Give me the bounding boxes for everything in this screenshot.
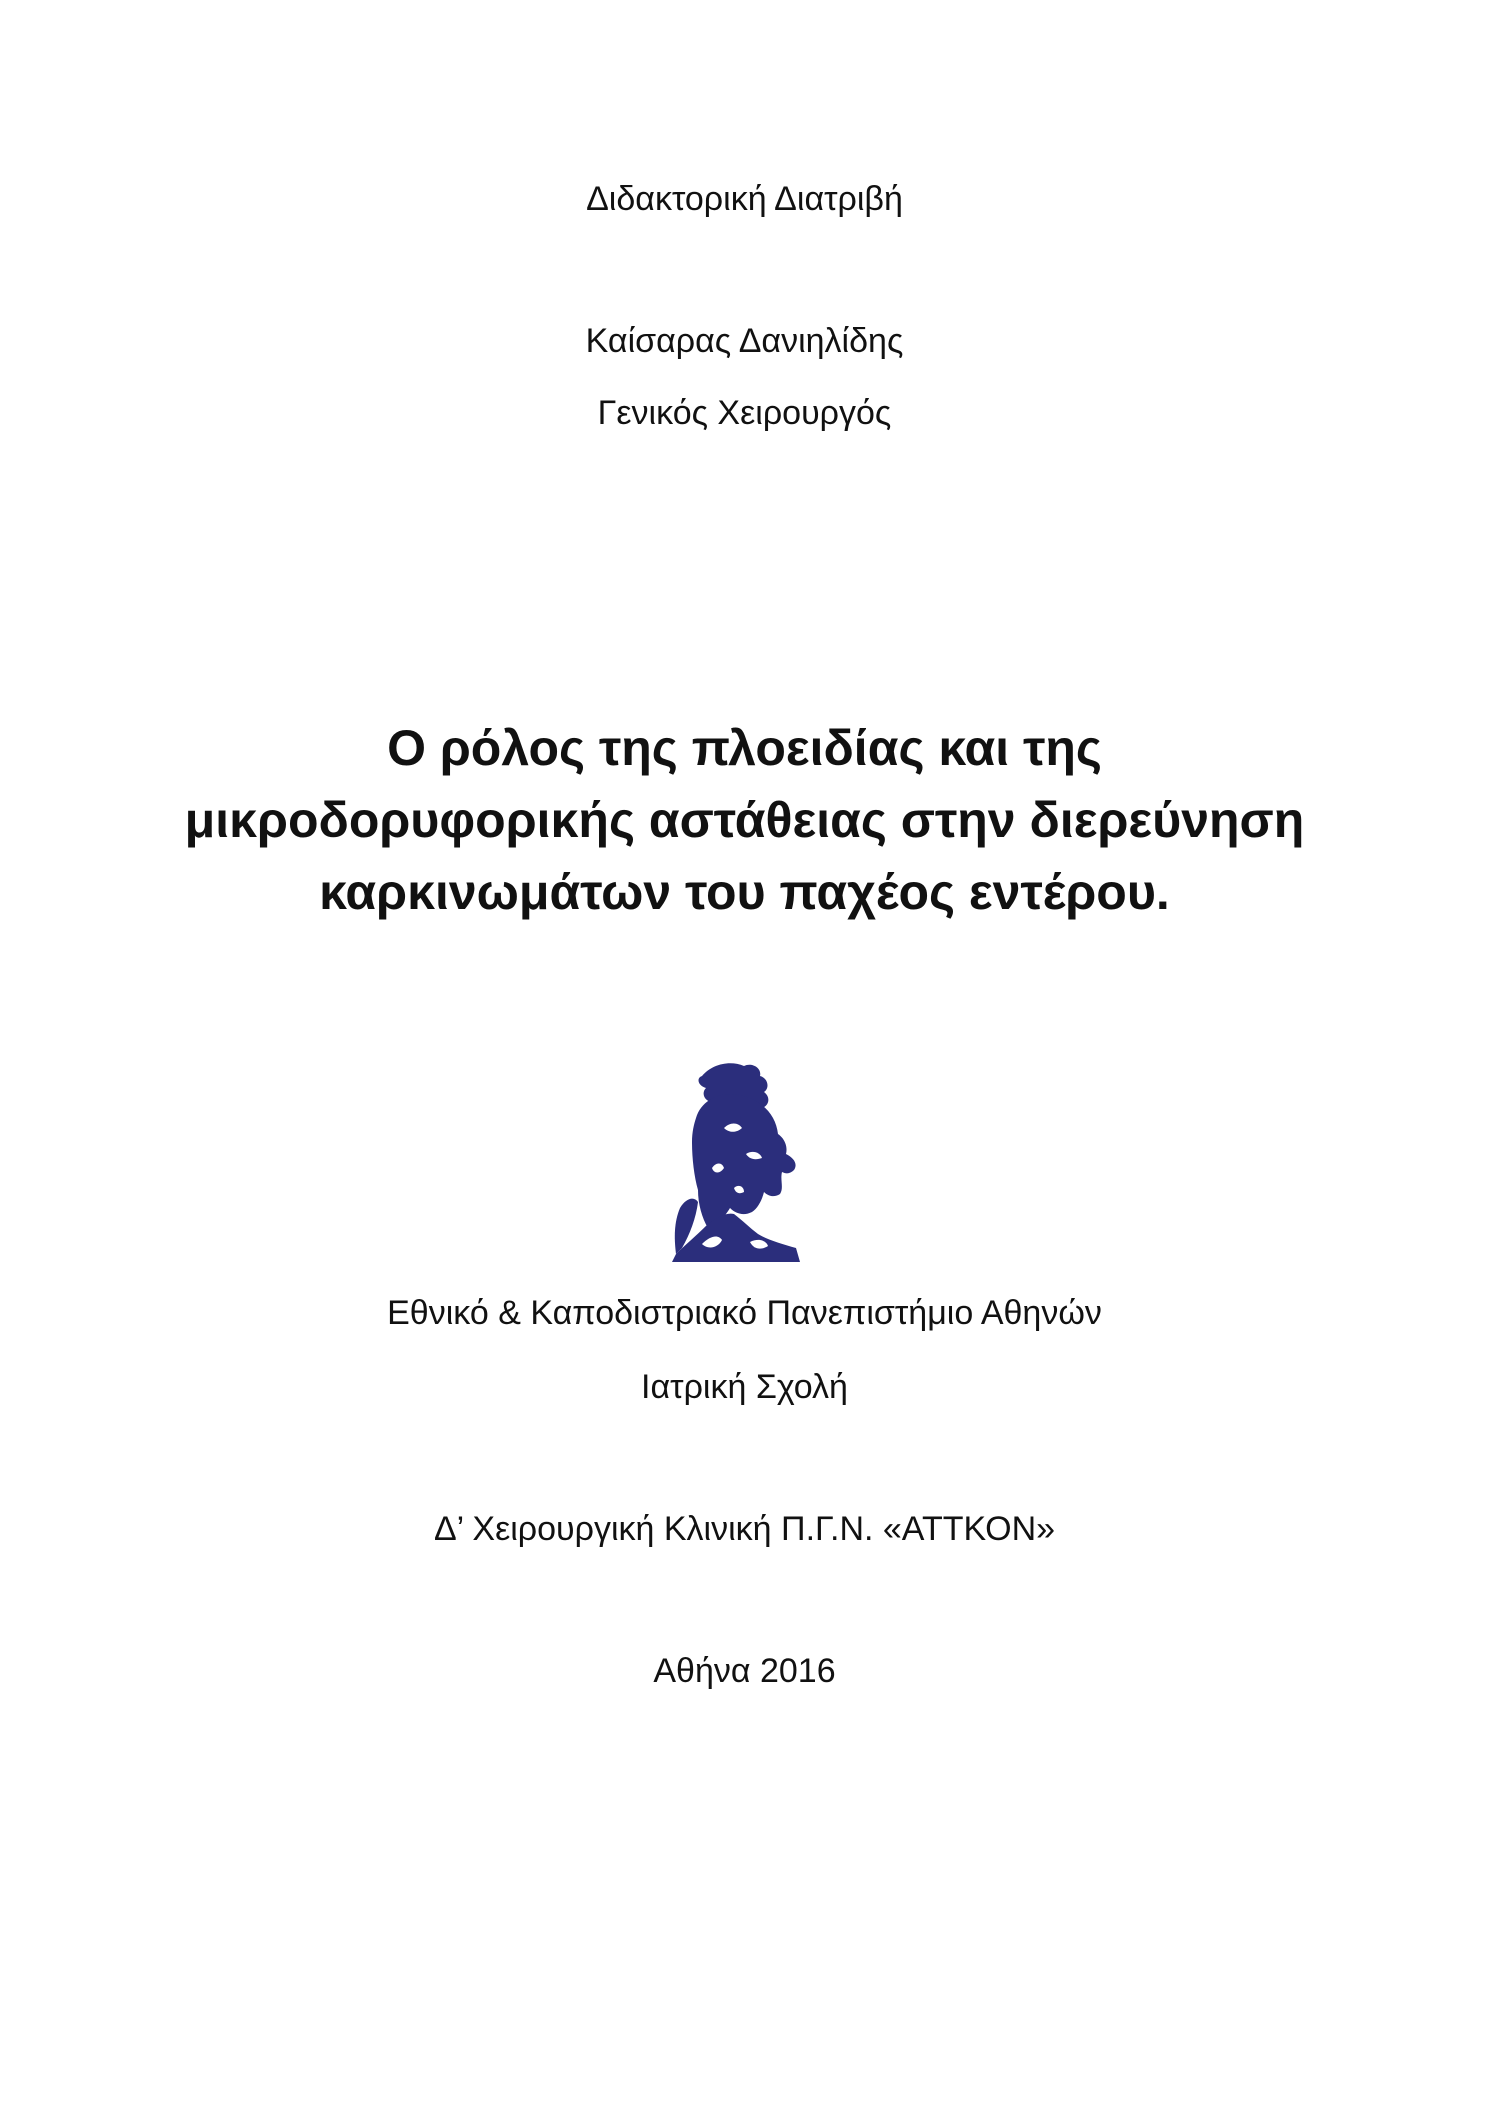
thesis-title-line: Ο ρόλος της πλοειδίας και της xyxy=(387,720,1102,776)
author-title: Γενικός Χειρουργός xyxy=(597,394,892,432)
university-name: Εθνικό & Καποδιστριακό Πανεπιστήμιο Αθηνών xyxy=(387,1294,1102,1332)
document-type: Διδακτορική Διατριβή xyxy=(586,180,903,218)
university-athena-head-logo-icon xyxy=(672,1058,814,1262)
clinic-name: Δ’ Χειρουργική Κλινική Π.Γ.Ν. «ΑΤΤΚΟΝ» xyxy=(433,1510,1056,1548)
author-name: Καίσαρας Δανιηλίδης xyxy=(585,322,904,360)
thesis-title xyxy=(0,712,1489,928)
thesis-title-line: μικροδορυφορικής αστάθειας στην διερεύνηση xyxy=(184,792,1305,848)
place-and-year: Αθήνα 2016 xyxy=(653,1652,836,1690)
logo-silhouette xyxy=(672,1063,800,1262)
thesis-title-line: καρκινωμάτων του παχέος εντέρου. xyxy=(319,864,1170,920)
school-name: Ιατρική Σχολή xyxy=(641,1368,848,1406)
